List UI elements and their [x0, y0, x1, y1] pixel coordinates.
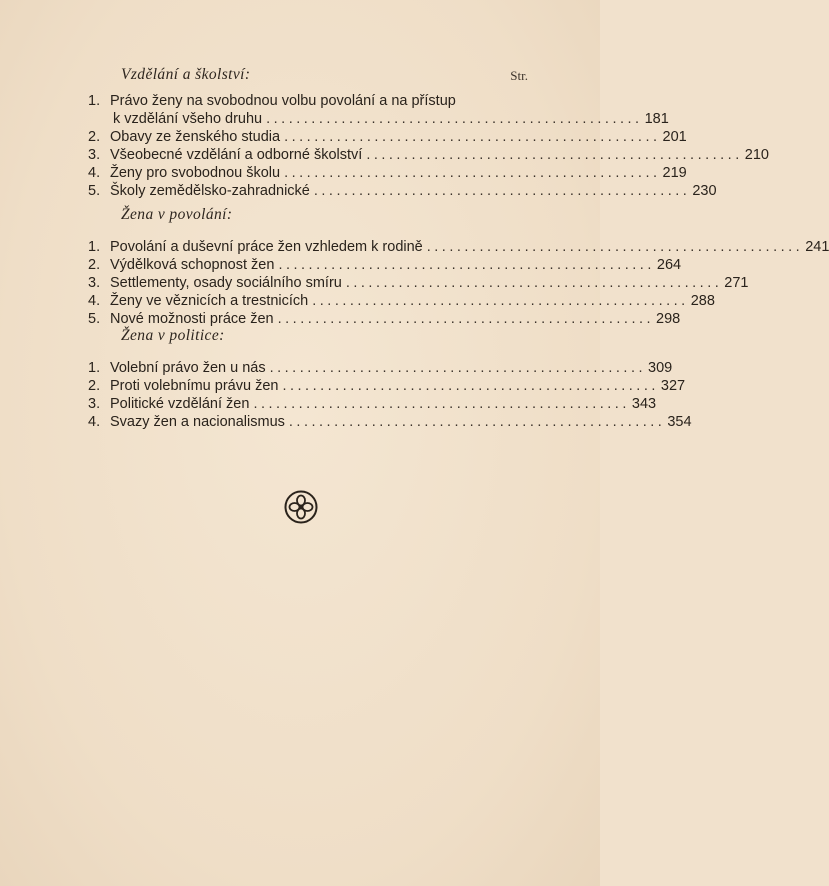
entry-number: 3.: [88, 275, 101, 291]
dot-leader: ..................................................: [366, 147, 743, 163]
entry-number: 4.: [88, 165, 101, 181]
toc-entry[interactable]: [88, 377, 686, 395]
toc-entry[interactable]: [88, 92, 669, 128]
entry-page: 219: [662, 165, 687, 181]
entry-title: Settlementy, osady sociálního smíru: [110, 275, 342, 291]
dot-leader: ..................................................: [312, 293, 689, 309]
entry-page: 354: [667, 414, 692, 430]
entry-title: Právo ženy na svobodnou volbu povolání a na přístup: [110, 93, 456, 109]
toc-section-profession: [88, 206, 829, 328]
entry-page: 271: [724, 275, 749, 291]
dot-leader: ..................................................: [345, 275, 723, 291]
entry-title: Ženy ve věznicích a trestnicích: [110, 293, 309, 309]
toc-section-education: [88, 66, 769, 200]
toc-entry[interactable]: [88, 256, 682, 274]
entry-page: 264: [656, 257, 682, 273]
entry-page: 288: [690, 293, 715, 309]
entry-title: Ženy pro svobodnou školu: [110, 165, 281, 181]
entry-title: Politické vzdělání žen: [110, 396, 250, 412]
entry-number: 4.: [88, 293, 101, 309]
dot-leader: ..................................................: [282, 378, 659, 394]
section-title: Vzdělání a školství:: [121, 66, 251, 83]
toc-entry[interactable]: [88, 146, 769, 164]
toc-section-politics: [88, 327, 692, 431]
entry-page: 201: [662, 129, 687, 145]
entry-title: Proti volebnímu právu žen: [110, 378, 279, 394]
entry-number: 5.: [88, 183, 101, 199]
dot-leader: ..................................................: [284, 129, 661, 145]
toc-entry[interactable]: [88, 182, 717, 200]
toc-entry[interactable]: [88, 238, 829, 256]
entry-title: Všeobecné vzdělání a odborné školství: [110, 147, 363, 163]
entry-title: Volební právo žen u nás: [110, 360, 266, 376]
toc-entry[interactable]: [88, 359, 673, 377]
entry-page: 298: [656, 311, 681, 327]
dot-leader: ..................................................: [288, 414, 666, 430]
dot-leader: ..................................................: [253, 396, 630, 412]
dot-leader: ..................................................: [426, 239, 804, 255]
dot-leader: ..................................................: [313, 183, 691, 199]
entry-number: 5.: [88, 311, 101, 327]
entry-page: 309: [648, 360, 673, 376]
dot-leader: ..................................................: [266, 111, 643, 127]
dot-leader: ..................................................: [277, 311, 655, 327]
entry-title: Školy zemědělsko-zahradnické: [110, 183, 310, 199]
entry-page: 343: [631, 396, 657, 412]
toc-entry[interactable]: [88, 310, 681, 328]
entry-title: Výdělková schopnost žen: [110, 257, 275, 273]
entry-number: 4.: [88, 414, 101, 430]
entry-number: 2.: [88, 129, 101, 145]
entry-page: 241: [805, 239, 829, 255]
entry-page: 327: [660, 378, 686, 394]
toc-entry[interactable]: [88, 292, 715, 310]
toc-entry[interactable]: [88, 274, 749, 292]
entry-number: 1.: [88, 239, 101, 255]
entry-page: 210: [744, 147, 769, 163]
entry-page: 181: [644, 111, 669, 127]
toc-entry[interactable]: [88, 395, 657, 413]
section-title: Žena v politice:: [121, 327, 225, 344]
entry-number: 3.: [88, 396, 101, 412]
entry-number: 1.: [88, 360, 101, 376]
entry-number: 3.: [88, 147, 101, 163]
entry-page: 230: [692, 183, 717, 199]
entry-title: Svazy žen a nacionalismus: [110, 414, 285, 430]
dot-leader: ..................................................: [269, 360, 647, 376]
toc-entry[interactable]: [88, 413, 692, 431]
entry-number: 1.: [88, 93, 101, 109]
section-title: Žena v povolání:: [121, 206, 233, 223]
entry-title-continued: k vzdělání všeho druhu: [113, 111, 263, 127]
dot-leader: ..................................................: [278, 257, 655, 273]
toc-entry[interactable]: [88, 164, 687, 182]
page-column-label: Str.: [510, 68, 528, 83]
entry-number: 2.: [88, 257, 101, 273]
toc-entry[interactable]: [88, 128, 687, 146]
entry-title: Povolání a duševní práce žen vzhledem k rodině: [110, 239, 423, 255]
entry-number: 2.: [88, 378, 101, 394]
entry-title: Obavy ze ženského studia: [110, 129, 281, 145]
quatrefoil-ornament-icon: [284, 490, 318, 524]
entry-title: Nové možnosti práce žen: [110, 311, 274, 327]
dot-leader: ..................................................: [284, 165, 661, 181]
